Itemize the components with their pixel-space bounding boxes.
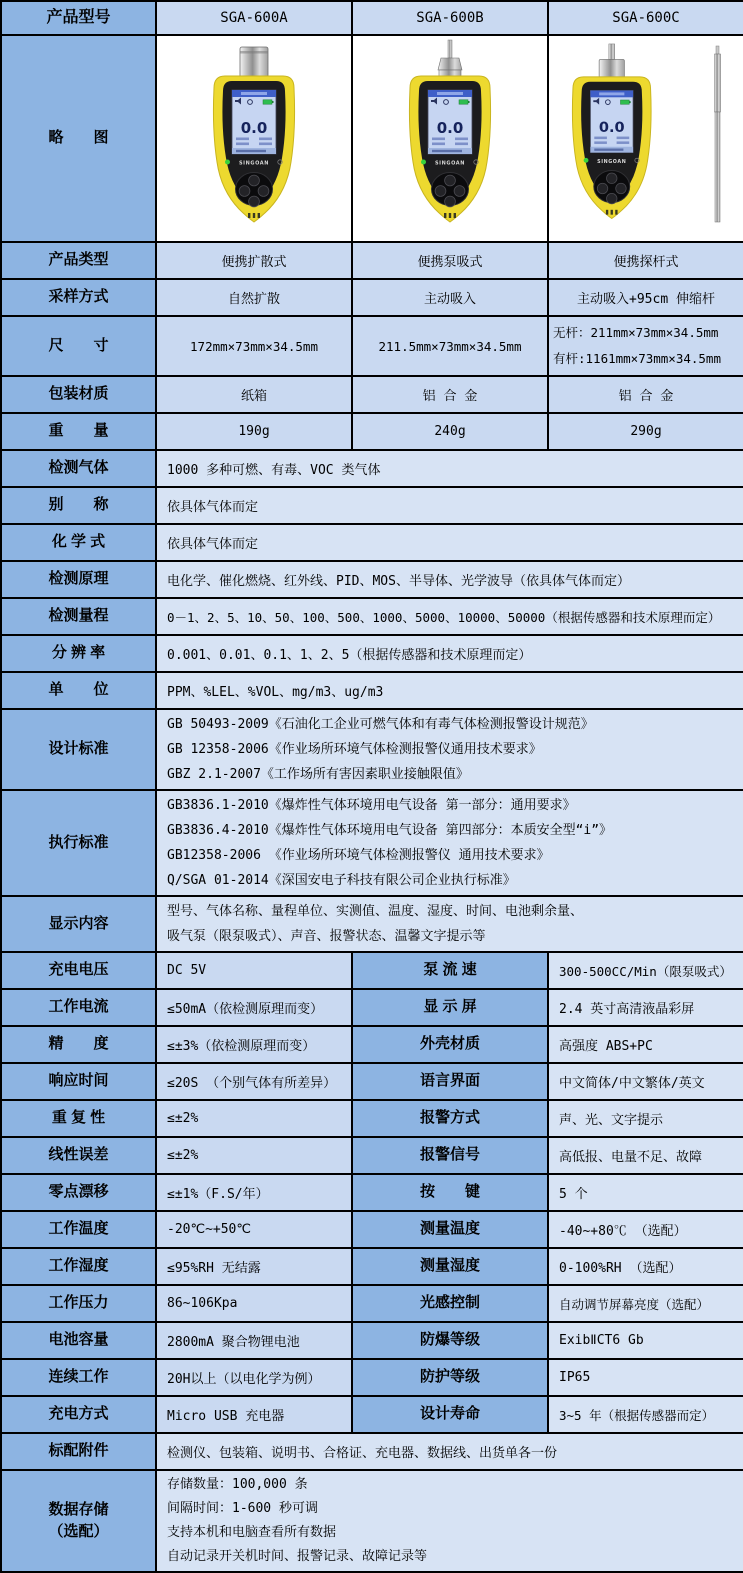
sga-600b-device-photo [375, 38, 525, 234]
row-design-standard [1, 709, 743, 790]
value-battery-capacity: 2800mA 聚合物锂电池 [156, 1322, 352, 1359]
design-standard-line: GB 12358-2006《作业场所环境气体检测报警仪通用技术要求》 [167, 742, 542, 757]
row-continuous-work-protection [1, 1359, 743, 1396]
value-working-pressure: 86~106Kpa [156, 1285, 352, 1322]
dimensions-c-with-rod: 有杆:1161mm×73mm×34.5mm [553, 351, 721, 366]
row-repeatability-alarm-mode [1, 1100, 743, 1137]
telescopic-rod [715, 46, 721, 222]
label-working-humidity: 工作湿度 [1, 1248, 156, 1285]
value-response-time: ≤20S （个别气体有所差异） [156, 1063, 352, 1100]
execution-standard-line: Q/SGA 01-2014《深国安电子科技有限公司企业执行标准》 [167, 873, 516, 888]
value-product-type-b: 便携泵吸式 [352, 242, 548, 279]
model-sga-600b: SGA-600B [352, 1, 548, 35]
row-battery-explosion-proof [1, 1322, 743, 1359]
row-working-pressure-light-control [1, 1285, 743, 1322]
device-body [213, 76, 294, 222]
value-explosion-proof-rating: ExibⅡCT6 Gb [548, 1322, 743, 1359]
row-detection-principle [1, 561, 743, 598]
label-detection-principle: 检测原理 [1, 561, 156, 598]
row-charging-method-design-life [1, 1396, 743, 1433]
design-standard-line: GB 50493-2009《石油化工企业可燃气体和有毒气体检测报警设计规范》 [167, 717, 594, 732]
label-data-storage [1, 1470, 156, 1572]
value-alarm-mode: 声、光、文字提示 [548, 1100, 743, 1137]
label-response-time: 响应时间 [1, 1063, 156, 1100]
label-housing-material: 外壳材质 [352, 1026, 548, 1063]
label-alarm-mode: 报警方式 [352, 1100, 548, 1137]
row-product-type [1, 242, 743, 279]
value-detection-principle: 电化学、催化燃烧、红外线、PID、MOS、半导体、光学波导（依具体气体而定） [156, 561, 743, 598]
value-sampling-c: 主动吸入+95cm 伸缩杆 [548, 279, 743, 316]
display-content-line: 吸气泵（限泵吸式）、声音、报警状态、温馨文字提示等 [167, 929, 486, 944]
value-weight-c: 290g [548, 413, 743, 450]
value-dimensions-b: 211.5mm×73mm×34.5mm [352, 316, 548, 376]
value-linearity-error: ≤±2% [156, 1137, 352, 1174]
value-product-type-c: 便携探杆式 [548, 242, 743, 279]
design-standard-line: GBZ 2.1-2007《工作场所有害因素职业接触限值》 [167, 767, 469, 782]
value-measuring-humidity: 0-100%RH （选配） [548, 1248, 743, 1285]
value-repeatability: ≤±2% [156, 1100, 352, 1137]
row-working-temp-measuring-temp [1, 1211, 743, 1248]
label-measuring-temperature: 测量温度 [352, 1211, 548, 1248]
row-dimensions [1, 316, 743, 376]
value-accuracy: ≤±3%（依检测原理而变） [156, 1026, 352, 1063]
value-buttons: 5 个 [548, 1174, 743, 1211]
label-execution-standard: 执行标准 [1, 790, 156, 896]
row-execution-standard [1, 790, 743, 896]
value-dimensions-a: 172mm×73mm×34.5mm [156, 316, 352, 376]
row-working-current-display-screen [1, 989, 743, 1026]
value-execution-standard [156, 790, 743, 896]
data-storage-line: 间隔时间：1-600 秒可调 [167, 1501, 318, 1516]
label-language-ui: 语言界面 [352, 1063, 548, 1100]
label-zero-drift: 零点漂移 [1, 1174, 156, 1211]
label-measuring-humidity: 测量湿度 [352, 1248, 548, 1285]
label-accuracy: 精 度 [1, 1026, 156, 1063]
device-pump-probe [438, 40, 462, 78]
label-alarm-signal: 报警信号 [352, 1137, 548, 1174]
execution-standard-line: GB12358-2006 《作业场所环境气体检测报警仪 通用技术要求》 [167, 848, 550, 863]
label-continuous-work: 连续工作 [1, 1359, 156, 1396]
model-sga-600c: SGA-600C [548, 1, 743, 35]
device-body [409, 76, 490, 222]
label-sampling-method: 采样方式 [1, 279, 156, 316]
label-product-type: 产品类型 [1, 242, 156, 279]
value-design-standard [156, 709, 743, 790]
value-alarm-signal: 高低报、电量不足、故障 [548, 1137, 743, 1174]
data-storage-line: 支持本机和电脑查看所有数据 [167, 1525, 337, 1540]
data-storage-label-line: 数据存储 [48, 1501, 109, 1518]
row-display-content [1, 896, 743, 952]
value-alias: 依具体气体而定 [156, 487, 743, 524]
row-unit [1, 672, 743, 709]
value-detected-gas: 1000 多种可燃、有毒、VOC 类气体 [156, 450, 743, 487]
row-chemical-formula [1, 524, 743, 561]
value-display-screen: 2.4 英寸高清液晶彩屏 [548, 989, 743, 1026]
label-linearity-error: 线性误差 [1, 1137, 156, 1174]
label-unit: 单 位 [1, 672, 156, 709]
value-chemical-formula: 依具体气体而定 [156, 524, 743, 561]
row-zero-drift-buttons [1, 1174, 743, 1211]
value-unit: PPM、%LEL、%VOL、mg/m3、ug/m3 [156, 672, 743, 709]
value-housing-material: 高强度 ABS+PC [548, 1026, 743, 1063]
label-charging-voltage: 充电电压 [1, 952, 156, 989]
value-working-temperature: -20℃~+50℃ [156, 1211, 352, 1248]
row-detected-gas [1, 450, 743, 487]
data-storage-line: 存储数量：100,000 条 [167, 1477, 308, 1492]
display-content-line: 型号、气体名称、量程单位、实测值、温度、湿度、时间、电池剩余量、 [167, 904, 584, 919]
label-pump-flow-rate: 泵 流 速 [352, 952, 548, 989]
row-alias [1, 487, 743, 524]
label-battery-capacity: 电池容量 [1, 1322, 156, 1359]
sga-600c-device-photo [551, 38, 741, 234]
label-weight: 重 量 [1, 413, 156, 450]
label-resolution: 分 辨 率 [1, 635, 156, 672]
device-inlet-cap [240, 47, 268, 78]
execution-standard-line: GB3836.4-2010《爆炸性气体环境用电气设备 第四部分：本质安全型“i”》 [167, 823, 613, 838]
row-packaging-material [1, 376, 743, 413]
row-sampling-method [1, 279, 743, 316]
label-working-temperature: 工作温度 [1, 1211, 156, 1248]
value-sampling-a: 自然扩散 [156, 279, 352, 316]
label-working-current: 工作电流 [1, 989, 156, 1026]
label-repeatability: 重 复 性 [1, 1100, 156, 1137]
device-body [572, 77, 651, 219]
label-detection-range: 检测量程 [1, 598, 156, 635]
value-packaging-a: 纸箱 [156, 376, 352, 413]
label-buttons: 按 键 [352, 1174, 548, 1211]
value-charging-method: Micro USB 充电器 [156, 1396, 352, 1433]
row-charging-voltage-pump-flow [1, 952, 743, 989]
value-dimensions-c [548, 316, 743, 376]
value-light-control: 自动调节屏幕亮度（选配） [548, 1285, 743, 1322]
label-design-standard: 设计标准 [1, 709, 156, 790]
value-continuous-work: 20H以上（以电化学为例） [156, 1359, 352, 1396]
value-packaging-c: 铝 合 金 [548, 376, 743, 413]
label-explosion-proof-rating: 防爆等级 [352, 1322, 548, 1359]
device-nozzle-cap [599, 44, 624, 79]
label-display-content: 显示内容 [1, 896, 156, 952]
execution-standard-line: GB3836.1-2010《爆炸性气体环境用电气设备 第一部分：通用要求》 [167, 798, 576, 813]
row-standard-accessories [1, 1433, 743, 1470]
label-packaging-material: 包装材质 [1, 376, 156, 413]
label-charging-method: 充电方式 [1, 1396, 156, 1433]
value-pump-flow-rate: 300-500CC/Min（限泵吸式） [548, 952, 743, 989]
row-linearity-alarm-signal [1, 1137, 743, 1174]
sga-600a-device-photo [179, 38, 329, 234]
row-resolution [1, 635, 743, 672]
value-charging-voltage: DC 5V [156, 952, 352, 989]
photo-cell-sga-600c [548, 35, 743, 242]
row-detection-range [1, 598, 743, 635]
label-detected-gas: 检测气体 [1, 450, 156, 487]
row-response-time-language [1, 1063, 743, 1100]
photo-cell-sga-600a [156, 35, 352, 242]
value-protection-rating: IP65 [548, 1359, 743, 1396]
row-data-storage [1, 1470, 743, 1572]
label-dimensions: 尺 寸 [1, 316, 156, 376]
value-language-ui: 中文简体/中文繁体/英文 [548, 1063, 743, 1100]
label-design-life: 设计寿命 [352, 1396, 548, 1433]
value-design-life: 3~5 年（根据传感器而定） [548, 1396, 743, 1433]
value-working-current: ≤50mA（依检测原理而变） [156, 989, 352, 1026]
value-sampling-b: 主动吸入 [352, 279, 548, 316]
value-working-humidity: ≤95%RH 无结露 [156, 1248, 352, 1285]
value-measuring-temperature: -40~+80℃ （选配） [548, 1211, 743, 1248]
row-working-humidity-measuring-humidity [1, 1248, 743, 1285]
label-sketch: 略 图 [1, 35, 156, 242]
value-data-storage [156, 1470, 743, 1572]
value-packaging-b: 铝 合 金 [352, 376, 548, 413]
row-accuracy-housing [1, 1026, 743, 1063]
dimensions-c-without-rod: 无杆：211mm×73mm×34.5mm [553, 325, 719, 340]
data-storage-label-line: （选配） [48, 1523, 109, 1540]
value-standard-accessories: 检测仪、包装箱、说明书、合格证、充电器、数据线、出货单各一份 [156, 1433, 743, 1470]
row-product-model [1, 1, 743, 35]
value-zero-drift: ≤±1%（F.S/年） [156, 1174, 352, 1211]
value-weight-b: 240g [352, 413, 548, 450]
value-display-content [156, 896, 743, 952]
label-protection-rating: 防护等级 [352, 1359, 548, 1396]
label-standard-accessories: 标配附件 [1, 1433, 156, 1470]
value-detection-range: 0－1、2、5、10、50、100、500、1000、5000、10000、50000（根据传感器和技术原理而定） [156, 598, 743, 635]
row-sketch [1, 35, 743, 242]
row-weight [1, 413, 743, 450]
value-resolution: 0.001、0.01、0.1、1、2、5（根据传感器和技术原理而定） [156, 635, 743, 672]
label-light-control: 光感控制 [352, 1285, 548, 1322]
label-working-pressure: 工作压力 [1, 1285, 156, 1322]
label-alias: 别 称 [1, 487, 156, 524]
value-product-type-a: 便携扩散式 [156, 242, 352, 279]
model-sga-600a: SGA-600A [156, 1, 352, 35]
data-storage-line: 自动记录开关机时间、报警记录、故障记录等 [167, 1549, 428, 1564]
label-product-model: 产品型号 [1, 1, 156, 35]
value-weight-a: 190g [156, 413, 352, 450]
photo-cell-sga-600b [352, 35, 548, 242]
label-display-screen: 显 示 屏 [352, 989, 548, 1026]
label-chemical-formula: 化 学 式 [1, 524, 156, 561]
